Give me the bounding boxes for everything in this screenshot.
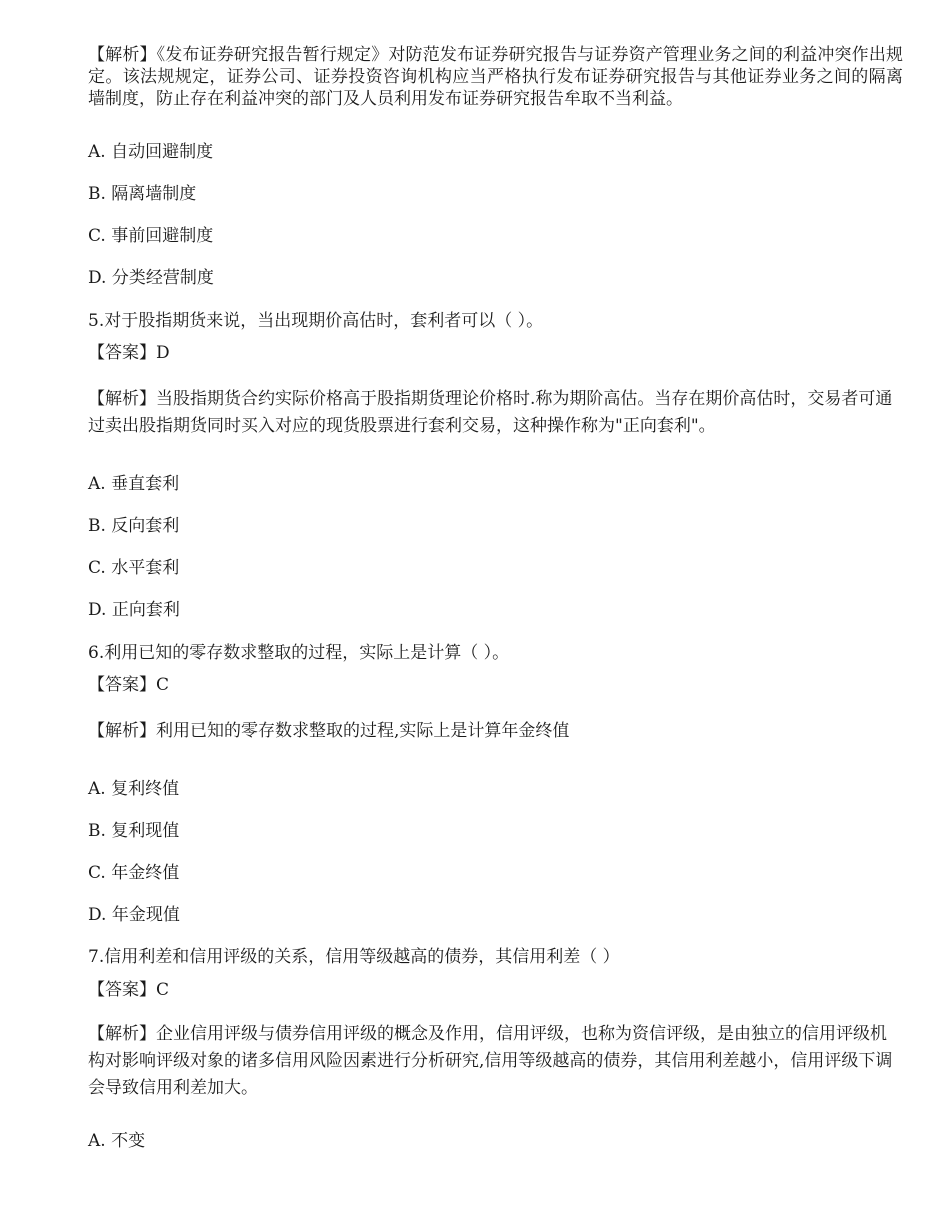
option-b: B. 复利现值 [88,821,180,841]
answer-6 [88,674,903,696]
option-b: B. 反向套利 [88,516,180,536]
question-6 [88,642,903,664]
question-7 [88,946,903,968]
option-c: C. 水平套利 [88,558,180,578]
intro-option-a [88,141,903,163]
option-d: D. 分类经营制度 [88,268,214,288]
question-text: 7.信用利差和信用评级的关系，信用等级越高的债券，其信用利差（ ） [88,947,620,967]
answer-7 [88,979,903,1001]
analysis-6 [88,718,903,745]
analysis-text: 【解析】当股指期货合约实际价格高于股指期货理论价格时.称为期阶高估。当存在期价高估时，交易者可通过卖出股指期货同时买入对应的现货股票进行套利交易，这种操作称为"正向套利"。 [88,389,893,436]
q6-option-c [88,862,903,884]
option-d: D. 正向套利 [88,600,180,620]
analysis-text: 【解析】利用已知的零存数求整取的过程,实际上是计算年金终值 [88,721,570,741]
option-c: C. 事前回避制度 [88,226,214,246]
answer-text: 【答案】C [88,675,170,695]
option-a: A. 自动回避制度 [88,142,214,162]
intro-option-d [88,267,903,289]
q6-option-a [88,778,903,800]
answer-text: 【答案】C [88,980,170,1000]
analysis-7 [88,1021,903,1102]
option-c: C. 年金终值 [88,863,180,883]
q7-option-a [88,1130,903,1152]
question-text: 5.对于股指期货来说，当出现期价高估时，套利者可以（ ）。 [88,311,544,331]
q5-option-a [88,473,903,495]
q6-option-b [88,820,903,842]
answer-5 [88,342,903,364]
intro-option-b [88,183,903,205]
q5-option-d [88,599,903,621]
option-a: A. 不变 [88,1131,146,1151]
option-a: A. 垂直套利 [88,474,180,494]
question-5 [88,310,903,332]
q6-option-d [88,904,903,926]
option-d: D. 年金现值 [88,905,180,925]
q5-option-c [88,557,903,579]
intro-option-c [88,225,903,247]
option-a: A. 复利终值 [88,779,180,799]
q5-option-b [88,515,903,537]
option-b: B. 隔离墙制度 [88,184,197,204]
answer-text: 【答案】D [88,343,170,363]
analysis-5 [88,386,903,440]
analysis-text: 【解析】《发布证券研究报告暂行规定》对防范发布证券研究报告与证券资产管理业务之间的利益冲突作出规定。该法规规定，证券公司、证券投资咨询机构应当严格执行发布证券研究报告与其他证券业务之间的隔离墙制度，防止存在利益冲突的部门及人员利用发布证券研究报告牟取不当利益。 [88,45,903,109]
intro-analysis-block [88,44,903,110]
analysis-text: 【解析】企业信用评级与债券信用评级的概念及作用，信用评级，也称为资信评级，是由独立的信用评级机构对影响评级对象的诸多信用风险因素进行分析研究,信用等级越高的债券，其信用利差越小，信用评级下调会导致信用利差加大。 [88,1024,893,1098]
question-text: 6.利用已知的零存数求整取的过程，实际上是计算（ ）。 [88,643,510,663]
